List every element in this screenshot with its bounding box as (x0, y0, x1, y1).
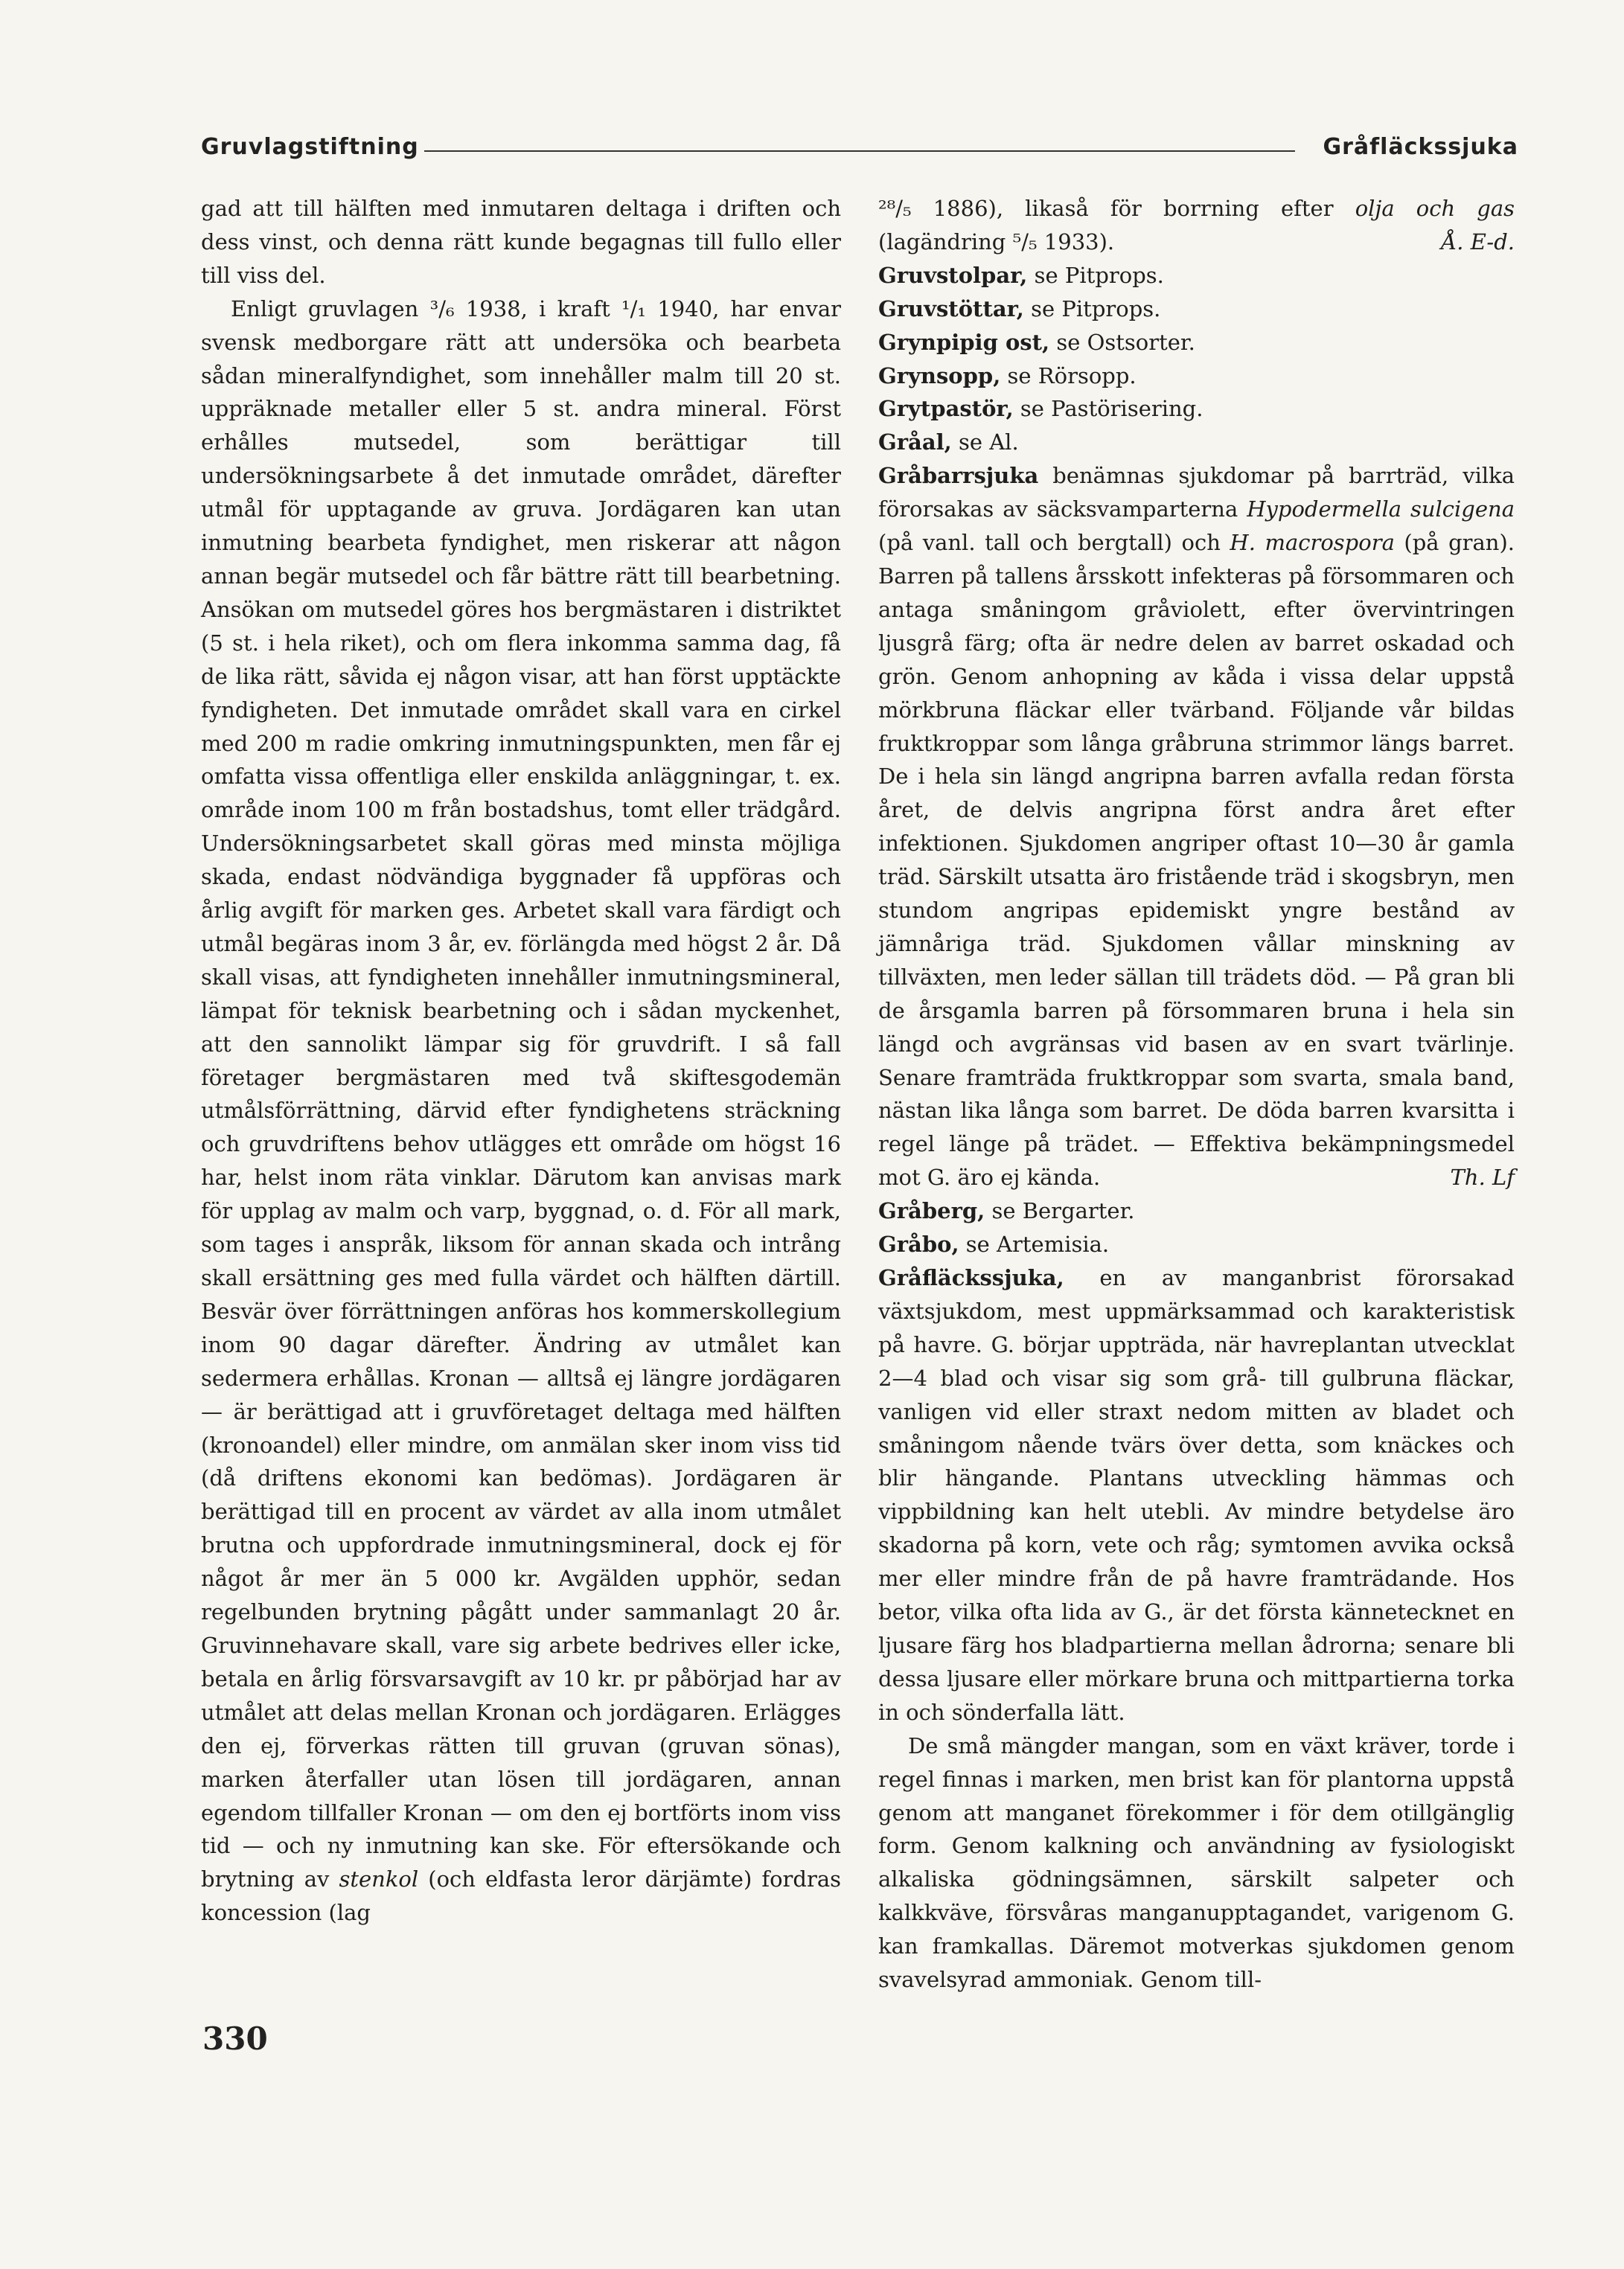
entry-text: se Rörsopp. (1007, 362, 1137, 388)
author-signature: Å. E-d. (1441, 228, 1515, 255)
entry-text: se Al. (958, 429, 1019, 455)
paragraph-text: Enligt gruvlagen ³/₆ 1938, i kraft ¹/₁ 1940, har envar svensk medborgare rätt att undersöka och bearbeta sådan mineralfyndighet, som innehåller malm till 20 st. uppräknade metaller eller 5 st. andra mineral. Först erhålles mutsedel, som berättigar till undersökningsarbete å det inmutade området, därefter utmål för upptagande av gruva. Jordägaren kan utan inmutning bearbeta fyndighet, men riskerar att någon annan begär mutsedel och får bättre rätt till bearbetning. Ansökan om mutsedel göres hos bergmästaren i distriktet (5 st. i hela riket), och om flera inkomma samma dag, få de lika rätt, såvida ej någon visar, att han först upptäckte fyndigheten. Det inmutade området skall vara en cirkel med 200 m radie omkring inmutningspunkten, men får ej omfatta vissa offentliga eller enskilda anläggningar, t. ex. område inom 100 m från bostadshus, tomt eller trädgård. Undersökningsarbetet skall göras med minsta möjliga skada, endast nödvändiga byggnader få uppföras och årlig avgift för marken ges. Arbetet skall vara färdigt och utmål begäras inom 3 år, ev. förlängda med högst 2 år. Då skall visas, att fyndigheten innehåller inmutningsmineral, lämpat för teknisk bearbetning och i sådan myckenhet, att den sannolikt lämpar sig för gruvdrift. I så fall företager bergmästaren med två skiftesgodemän utmålsförrättning, därvid efter fyndighetens sträckning och gruvdriftens behov utlägges ett område om högst 16 har, helst inom räta vinklar. Därutom kan anvisas mark för upplag av malm och varp, byggnad, o. d. För all mark, som tages i anspråk, liksom för annan skada och intrång skall ersättning ges med fulla värdet och hälften därtill. Besvär över förrättningen anföras hos kommerskollegium inom 90 dagar därefter. Ändring av utmålet kan sedermera erhållas. Kronan — alltså ej längre jordägaren — är berättigad att i gruvföretaget deltaga med hälften (kronoandel) eller mindre, om anmälan sker inom viss tid (då driftens ekonomi kan bedömas). Jordägaren är berättigad till en procent av värdet av alla inom utmålet brutna och uppfordrade inmutningsmineral, dock ej för något år mer än 5 000 kr. Avgälden upphör, sedan regelbunden brytning pågått under sammanlagt 20 år. Gruvinnehavare skall, vare sig arbete bedrives eller icke, betala en årlig försvarsavgift av 10 kr. pr påbörjad har av utmålet att delas mellan Kronan och jordägaren. Erlägges den ej, förverkas rätten till gruvan (gruvan sönas), marken återfaller utan lösen till jordägaren, annan egendom tillfaller Kronan — om den ej bortförts inom viss tid — och ny inmutning kan ske. För eftersökande och brytning av (201, 295, 841, 1892)
entry-term: Gruvstolpar, (878, 262, 1028, 288)
entry-graflackssjuka (878, 1261, 1515, 1729)
entry-text: (på gran). Barren på tallens årsskott infekteras på försommaren och antaga småningom gråviolett, efter övervintringen ljusgrå färg; ofta är nedre delen av barret oskadad och grön. Genom anhopning av kåda i vissa delar uppstå mörkbruna fläckar eller tvärband. Följande vår bildas fruktkroppar som långa gråbruna strimmor längs barret. De i hela sin längd angripna barren avfalla redan första året, de delvis angripna först andra året efter infektionen. Sjukdomen angriper oftast 10—30 år gamla träd. Särskilt utsatta äro fristående träd i skogsbryn, men stundom angripas epidemiskt yngre bestånd av jämnåriga träd. Sjukdomen vållar minskning av tillväxten, men leder sällan till trädets död. — På gran bli de årsgamla barren på försommaren bruna i hela sin längd och avgränsas vid basen av en svart tvärlinje. Senare framträda fruktkroppar som svarta, smala band, nästan lika långa som barret. De döda barren kvarsitta i regel länge på trädet. — Effektiva bekämpningsmedel mot G. äro ej kända. (878, 530, 1515, 1191)
page-number: 330 (202, 2020, 268, 2057)
continued-entry (878, 192, 1515, 259)
entry-text: se Pastörisering. (1020, 396, 1203, 422)
entry-term: Grynpipig ost, (878, 329, 1050, 355)
entry-text: se Pitprops. (1031, 295, 1161, 321)
author-signature: Th. Lf (1450, 1165, 1515, 1191)
italic-term: olja och gas (1355, 196, 1515, 221)
entry-term: Gråbarrsjuka (878, 463, 1039, 489)
entry-gruvstottar (878, 292, 1515, 326)
italic-term: stenkol (339, 1866, 419, 1892)
entry-text: se Artemisia. (965, 1232, 1110, 1258)
entry-graal (878, 426, 1515, 459)
header-rule (424, 150, 1295, 152)
entry-term: Gråberg, (878, 1198, 985, 1224)
entry-term: Gruvstöttar, (878, 295, 1024, 321)
entry-term: Grytpastör, (878, 396, 1014, 422)
entry-term: Grynsopp, (878, 362, 1001, 388)
entry-term: Gråal, (878, 429, 952, 455)
entry-text: se Pitprops. (1034, 262, 1164, 288)
header-right-keyword: Gråfläckssjuka (1323, 134, 1518, 160)
entry-text: se Ostsorter. (1056, 329, 1195, 355)
paragraph-gruvlagen (201, 292, 841, 1930)
entry-text: se Bergarter. (991, 1198, 1135, 1224)
entry-grytpastor (878, 392, 1515, 426)
header-left-keyword: Gruvlagstiftning (201, 134, 419, 160)
entry-text: en av manganbrist förorsakad växtsjukdom, mest uppmärksammad och karakteristisk på havre. G. börjar uppträda, när havreplantan utvecklat 2—4 blad och visar sig som grå- till gulbruna fläckar, vanligen vid eller straxt nedom mitten av bladet och småningom nående tvärs över detta, som knäckes och blir hängande. Plantans utveckling hämmas och vippbildning kan helt utebli. Av mindre betydelse äro skadorna på korn, vete och råg; symtomen avvika också mer eller mindre från de på havre framträdande. Hos betor, vilka ofta lida av G., är det första kännetecknet en ljusare färg hos bladpartierna mellan ådrorna; senare bli dessa ljusare eller mörkare bruna och mittpartierna torka in och sönderfalla lätt. (878, 1265, 1515, 1725)
entry-term: Gråfläckssjuka, (878, 1265, 1064, 1290)
entry-graberg (878, 1194, 1515, 1228)
italic-term: H. macrospora (1230, 530, 1395, 556)
entry-grynpipig-ost (878, 326, 1515, 359)
italic-term: Hypodermella sulcigena (1247, 496, 1515, 522)
entry-grabo (878, 1228, 1515, 1261)
left-column (201, 192, 841, 1930)
paragraph: De små mängder mangan, som en växt kräver, torde i regel finnas i marken, men brist kan för plantorna uppstå genom att manganet förekommer i för dem otillgänglig form. Genom kalkning och användning av fysiologiskt alkaliska gödningsämnen, särskilt salpeter och kalkkväve, försvåras manganupptagandet, varigenom G. kan framkallas. Däremot motverkas sjukdomen genom svavelsyrad ammoniak. Genom till- (878, 1732, 1515, 1993)
continued-text: ²⁸/₅ 1886), likaså för borrning efter (878, 196, 1334, 221)
continued-text: (lagändring ⁵/₅ 1933). (878, 228, 1115, 255)
entry-grabarrsjuka (878, 459, 1515, 1194)
entry-gruvstolpar (878, 259, 1515, 292)
entry-text: benämnas sjukdomar på barrträd, vilka förorsakas av säcksvamparterna (878, 463, 1515, 522)
paragraph-text-tail: (och eldfasta leror därjämte) fordras koncession (lag (201, 1866, 841, 1926)
running-header (201, 134, 1518, 179)
right-column (878, 192, 1515, 1997)
entry-grynsopp (878, 359, 1515, 393)
entry-term: Gråbo, (878, 1232, 959, 1258)
entry-text: (på vanl. tall och bergtall) och (878, 530, 1221, 556)
paragraph: gad att till hälften med inmutaren deltaga i driften och dess vinst, och denna rätt kunde begagnas till fullo eller till viss del. (201, 196, 841, 288)
